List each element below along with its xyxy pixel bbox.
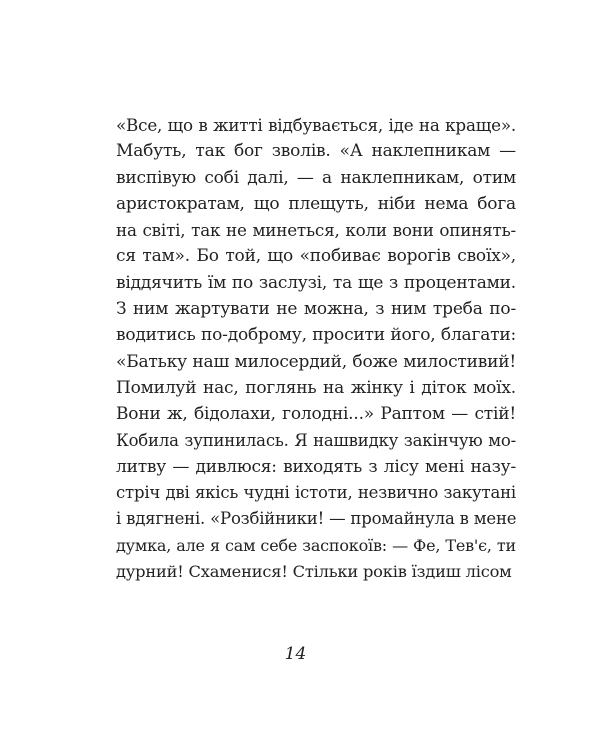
text-line: думка, але я сам себе заспокоїв: — Фе, Тев'є, ти	[116, 535, 516, 555]
text-line: виспівую собі далі, — а наклепникам, отим	[116, 167, 516, 188]
text-line: Кобила зупинилась. Я нашвидку закінчую мо-	[116, 430, 516, 450]
text-line: Мабуть, так бог зволів. «А наклепникам —	[116, 141, 516, 162]
text-line: ся там». Бо той, що «побиває ворогів своїх»,	[116, 246, 516, 267]
text-line: аристократам, що плещуть, ніби нема бога	[116, 193, 516, 214]
text-line: і вдягнені. «Розбійники! — промайнула в мене	[116, 509, 517, 529]
text-line: віддячить їм по заслузі, та ще з процентами.	[116, 272, 516, 293]
text-line: литву — дивлюся: виходять з лісу мені назу-	[116, 456, 516, 477]
text-line: «Все, що в житті відбувається, іде на краще».	[116, 115, 516, 135]
page-number: 14	[284, 644, 307, 664]
text-line: водитись по-доброму, просити його, благати:	[116, 325, 516, 346]
text-line: «Батьку наш милосердий, боже милостивий!	[116, 351, 516, 372]
body-text	[116, 112, 516, 585]
text-line: дурний! Схаменися! Стільки років їздиш лісом	[116, 562, 512, 582]
text-line: З ним жартувати не можна, з ним треба по-	[116, 299, 516, 320]
text-line: на світі, так не минеться, коли вони опинять-	[116, 220, 516, 241]
text-line: Вони ж, бідолахи, голодні...» Раптом — стій!	[116, 404, 516, 425]
text-line: стріч дві якісь чудні істоти, незвично закутані	[116, 483, 516, 503]
text-line: Помилуй нас, поглянь на жінку і діток моїх.	[116, 377, 516, 398]
